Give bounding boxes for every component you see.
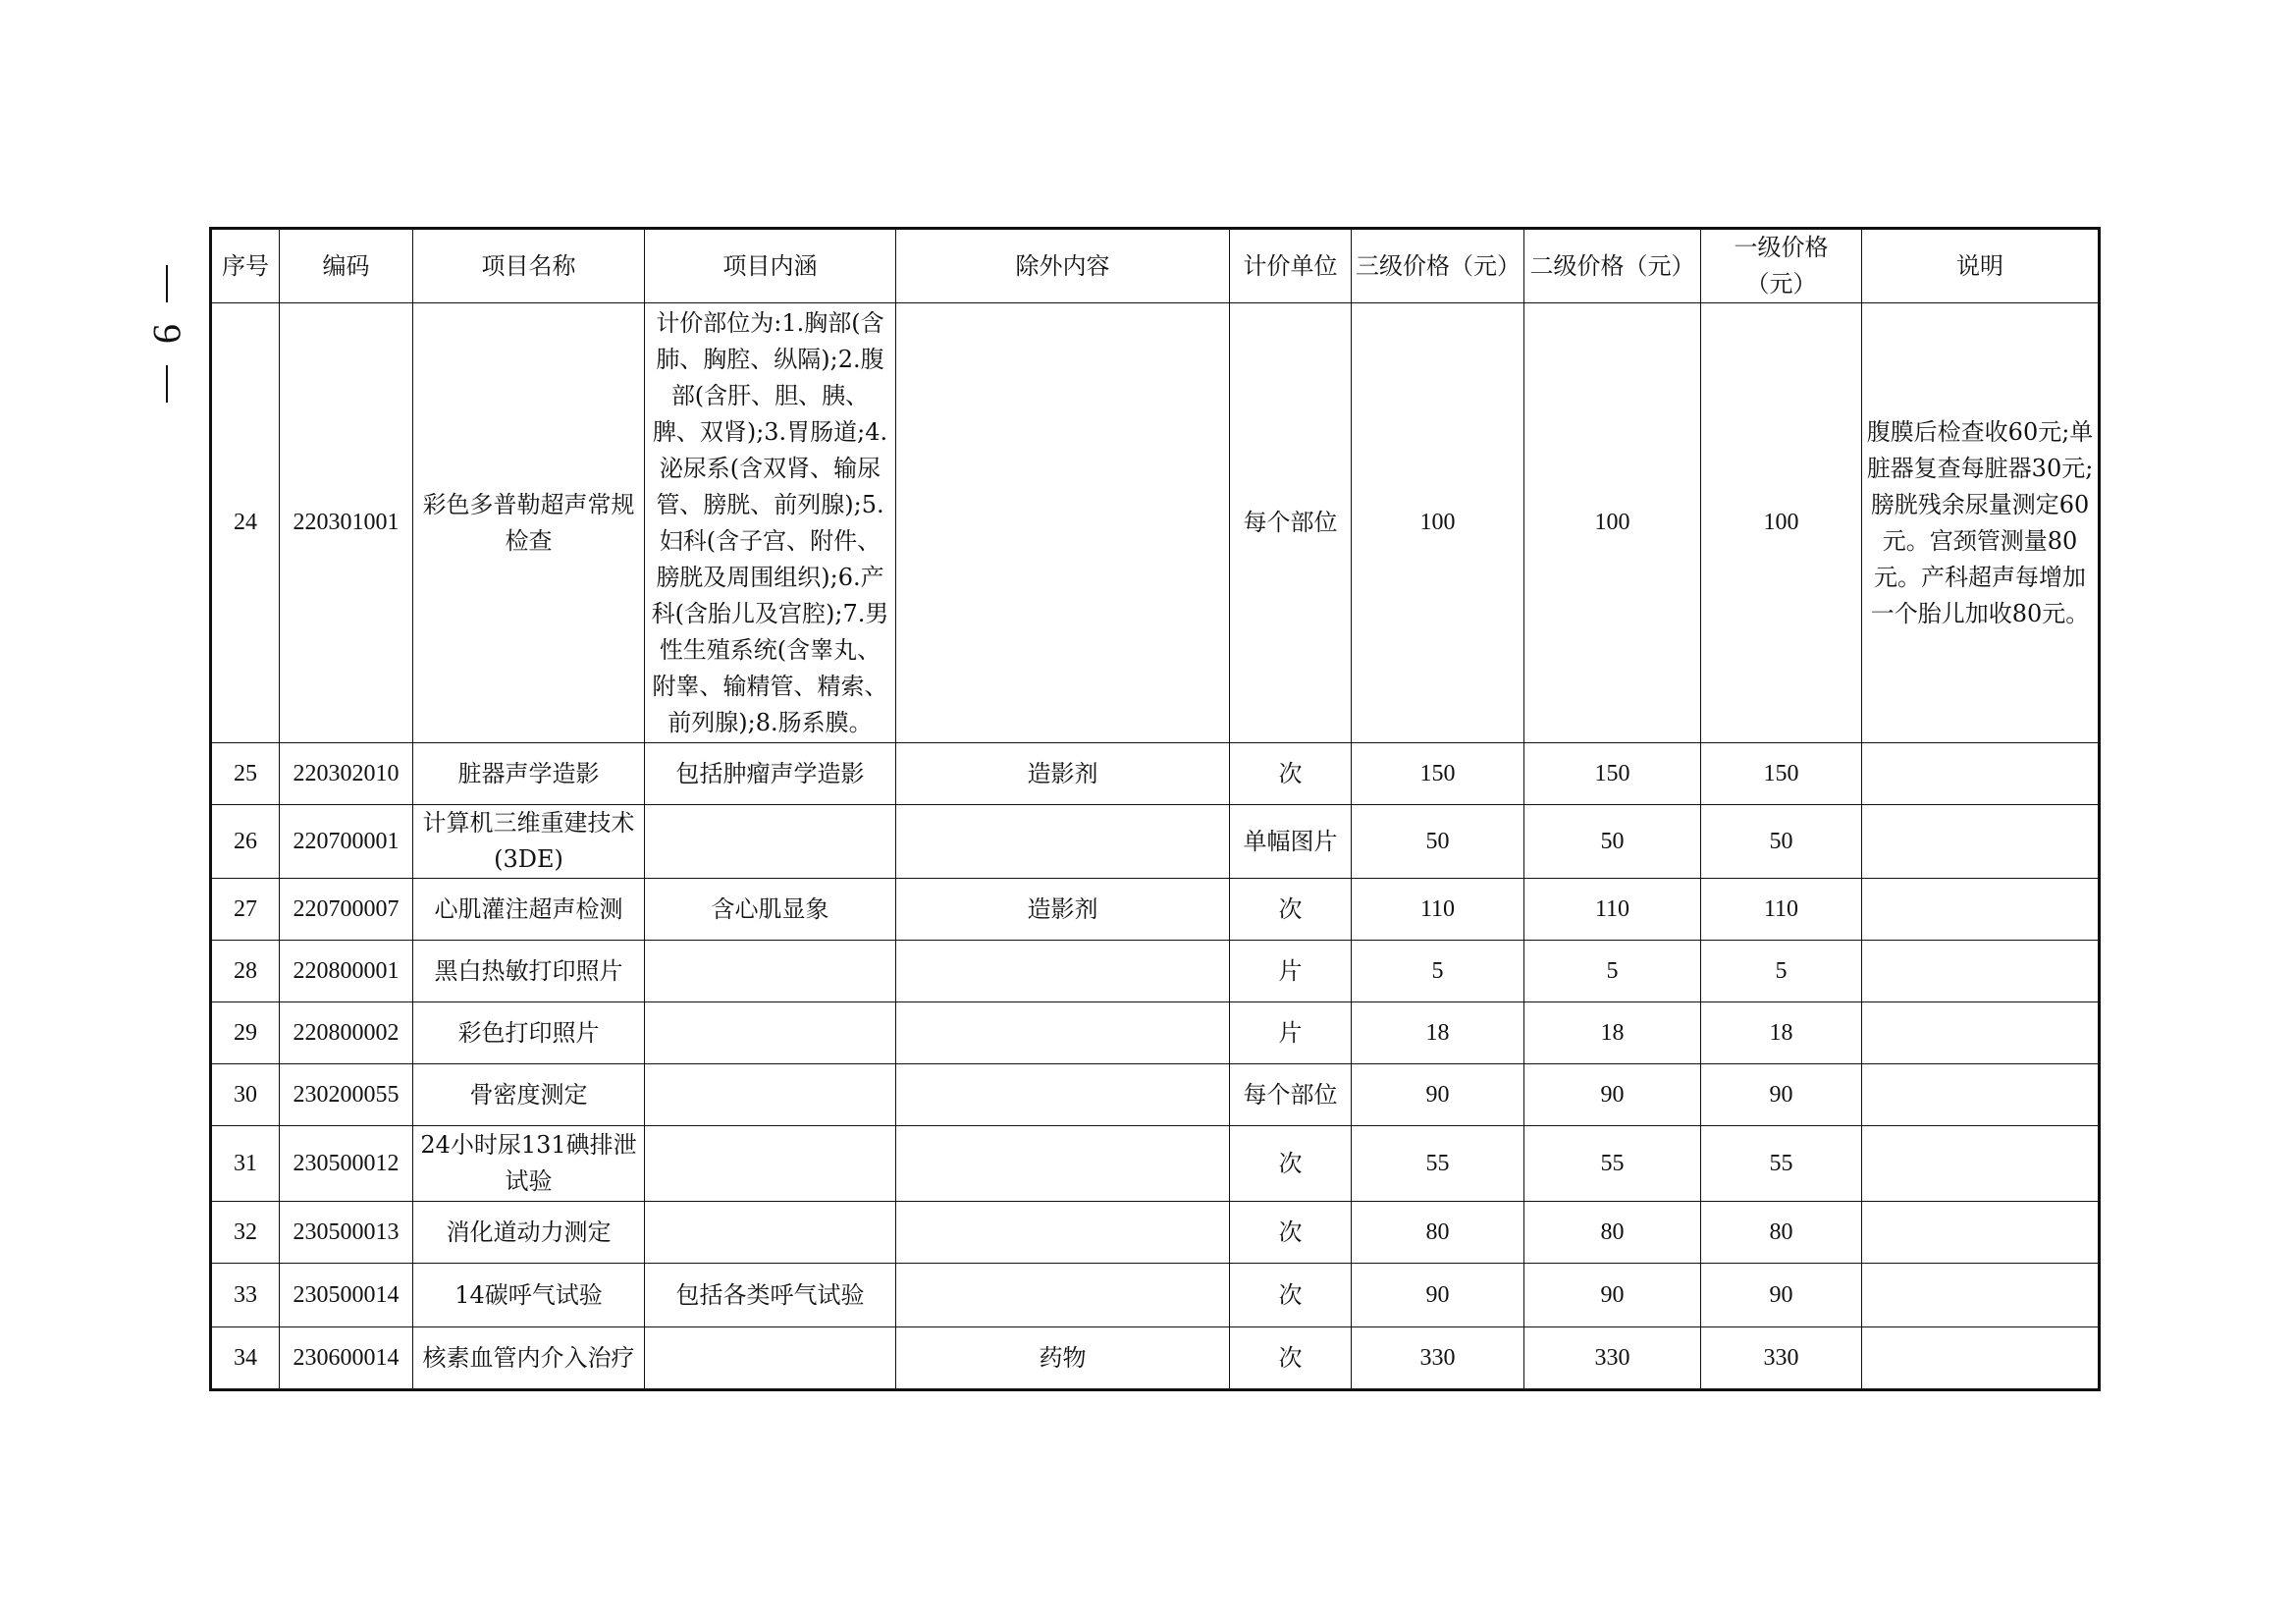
cell-excluded [896,805,1230,879]
header-code: 编码 [280,229,413,303]
cell-code: 220302010 [280,743,413,805]
cell-note [1862,743,2100,805]
cell-name: 核素血管内介入治疗 [413,1327,645,1390]
cell-price2: 90 [1524,1264,1701,1327]
cell-note [1862,1327,2100,1390]
cell-price2: 18 [1524,1002,1701,1064]
table-row [211,805,2100,879]
cell-code: 220301001 [280,303,413,743]
cell-price3: 90 [1352,1064,1524,1126]
table-row [211,1327,2100,1390]
cell-code: 230500014 [280,1264,413,1327]
header-content: 项目内涵 [645,229,896,303]
cell-price1: 55 [1701,1126,1862,1202]
page-number-value: 9 [145,324,189,344]
cell-price3: 90 [1352,1264,1524,1327]
table-row [211,743,2100,805]
cell-seq: 24 [211,303,280,743]
cell-price1: 18 [1701,1002,1862,1064]
table-row [211,1202,2100,1264]
cell-name: 24小时尿131碘排泄试验 [413,1126,645,1202]
cell-name: 骨密度测定 [413,1064,645,1126]
cell-unit: 次 [1230,1126,1352,1202]
cell-content [645,805,896,879]
cell-note: 腹膜后检查收60元;单脏器复查每脏器30元;膀胱残余尿量测定60元。宫颈管测量80元。产科超声每增加一个胎儿加收80元。 [1862,303,2100,743]
cell-excluded [896,1002,1230,1064]
cell-price1: 50 [1701,805,1862,879]
cell-note [1862,1064,2100,1126]
cell-content [645,1126,896,1202]
cell-price3: 100 [1352,303,1524,743]
cell-price1: 330 [1701,1327,1862,1390]
cell-seq: 32 [211,1202,280,1264]
cell-code: 220800002 [280,1002,413,1064]
header-price1: 一级价格（元） [1701,229,1862,303]
cell-content: 包括各类呼气试验 [645,1264,896,1327]
cell-seq: 31 [211,1126,280,1202]
cell-price3: 18 [1352,1002,1524,1064]
cell-price2: 5 [1524,941,1701,1002]
table-row [211,303,2100,743]
cell-seq: 25 [211,743,280,805]
cell-price3: 80 [1352,1202,1524,1264]
cell-unit: 每个部位 [1230,303,1352,743]
cell-content [645,1202,896,1264]
table-row [211,941,2100,1002]
cell-content [645,1327,896,1390]
cell-name: 脏器声学造影 [413,743,645,805]
cell-content: 包括肿瘤声学造影 [645,743,896,805]
table-header-row [211,229,2100,303]
cell-price3: 110 [1352,879,1524,941]
cell-seq: 26 [211,805,280,879]
cell-excluded: 造影剂 [896,879,1230,941]
header-unit: 计价单位 [1230,229,1352,303]
header-price3: 三级价格（元） [1352,229,1524,303]
cell-price2: 330 [1524,1327,1701,1390]
cell-code: 230500013 [280,1202,413,1264]
cell-excluded: 造影剂 [896,743,1230,805]
price-table [209,227,2101,1391]
page-number-dash-bottom [166,365,168,403]
table-row [211,879,2100,941]
cell-price2: 90 [1524,1064,1701,1126]
header-note: 说明 [1862,229,2100,303]
cell-content [645,1002,896,1064]
cell-seq: 28 [211,941,280,1002]
cell-note [1862,1264,2100,1327]
cell-note [1862,941,2100,1002]
cell-unit: 片 [1230,941,1352,1002]
table-row [211,1126,2100,1202]
cell-excluded [896,1264,1230,1327]
header-name: 项目名称 [413,229,645,303]
cell-seq: 30 [211,1064,280,1126]
cell-price1: 100 [1701,303,1862,743]
cell-price2: 50 [1524,805,1701,879]
cell-unit: 次 [1230,743,1352,805]
page-number [137,255,196,412]
cell-name: 消化道动力测定 [413,1202,645,1264]
cell-code: 220700007 [280,879,413,941]
cell-unit: 次 [1230,1202,1352,1264]
cell-price2: 80 [1524,1202,1701,1264]
cell-name: 14碳呼气试验 [413,1264,645,1327]
table-row [211,1002,2100,1064]
cell-price1: 80 [1701,1202,1862,1264]
cell-content [645,1064,896,1126]
cell-unit: 单幅图片 [1230,805,1352,879]
cell-excluded [896,941,1230,1002]
cell-price1: 150 [1701,743,1862,805]
cell-note [1862,1126,2100,1202]
cell-price3: 5 [1352,941,1524,1002]
cell-price2: 55 [1524,1126,1701,1202]
header-price2: 二级价格（元） [1524,229,1701,303]
cell-excluded [896,1202,1230,1264]
cell-note [1862,1002,2100,1064]
cell-name: 心肌灌注超声检测 [413,879,645,941]
cell-name: 彩色多普勒超声常规检查 [413,303,645,743]
cell-unit: 每个部位 [1230,1064,1352,1126]
cell-price1: 110 [1701,879,1862,941]
cell-price3: 50 [1352,805,1524,879]
cell-price3: 150 [1352,743,1524,805]
cell-seq: 34 [211,1327,280,1390]
cell-excluded [896,1064,1230,1126]
cell-seq: 33 [211,1264,280,1327]
cell-excluded: 药物 [896,1327,1230,1390]
cell-seq: 29 [211,1002,280,1064]
cell-note [1862,805,2100,879]
cell-name: 黑白热敏打印照片 [413,941,645,1002]
cell-unit: 次 [1230,879,1352,941]
cell-content: 计价部位为:1.胸部(含肺、胸腔、纵隔);2.腹部(含肝、胆、胰、脾、双肾);3.胃肠道;4.泌尿系(含双肾、输尿管、膀胱、前列腺);5.妇科(含子宫、附件、膀胱及周围组织);6.产科(含胎儿及宫腔);7.男性生殖系统(含睾丸、附睾、输精管、精索、前列腺);8.肠系膜。 [645,303,896,743]
cell-name: 彩色打印照片 [413,1002,645,1064]
cell-unit: 次 [1230,1264,1352,1327]
cell-code: 230200055 [280,1064,413,1126]
cell-price3: 55 [1352,1126,1524,1202]
cell-unit: 次 [1230,1327,1352,1390]
cell-price2: 110 [1524,879,1701,941]
cell-note [1862,879,2100,941]
cell-seq: 27 [211,879,280,941]
cell-code: 220800001 [280,941,413,1002]
cell-price2: 150 [1524,743,1701,805]
cell-price2: 100 [1524,303,1701,743]
cell-unit: 片 [1230,1002,1352,1064]
header-excluded: 除外内容 [896,229,1230,303]
cell-excluded [896,303,1230,743]
cell-price1: 90 [1701,1264,1862,1327]
cell-code: 230500012 [280,1126,413,1202]
cell-code: 220700001 [280,805,413,879]
cell-name: 计算机三维重建技术(3DE) [413,805,645,879]
cell-code: 230600014 [280,1327,413,1390]
page-number-dash-top [166,265,168,302]
cell-note [1862,1202,2100,1264]
cell-price1: 90 [1701,1064,1862,1126]
cell-content [645,941,896,1002]
table-row [211,1064,2100,1126]
cell-price1: 5 [1701,941,1862,1002]
header-seq: 序号 [211,229,280,303]
cell-price3: 330 [1352,1327,1524,1390]
cell-excluded [896,1126,1230,1202]
cell-content: 含心肌显象 [645,879,896,941]
table-row [211,1264,2100,1327]
